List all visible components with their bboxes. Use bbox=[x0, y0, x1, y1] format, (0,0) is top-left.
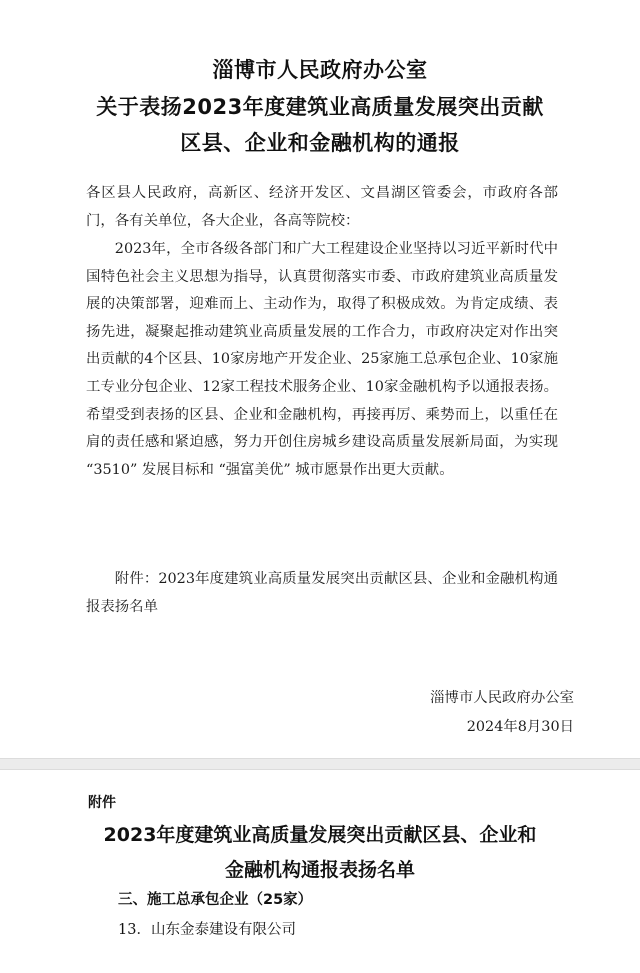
document-title-issuer: 淄博市人民政府办公室 bbox=[212, 58, 428, 82]
attachment-title-line1: 2023年度建筑业高质量发展突出贡献区县、企业和 bbox=[103, 824, 537, 846]
salutation-paragraph: 各区县人民政府，高新区、经济开发区、文昌湖区管委会，市政府各部门，各有关单位，各大企业，各高等院校： bbox=[86, 185, 558, 229]
section-heading: 三、施工总承包企业（25家） bbox=[118, 892, 313, 908]
signature-date: 2024年8月30日 bbox=[466, 719, 574, 735]
list-item: 13．山东金泰建设有限公司 bbox=[118, 922, 296, 938]
attachment-label: 附件 bbox=[88, 795, 116, 811]
attachment-note: 附件：2023年度建筑业高质量发展突出贡献区县、企业和金融机构通报表扬名单 bbox=[86, 571, 558, 615]
document-title-line3: 区县、企业和金融机构的通报 bbox=[180, 131, 460, 155]
body-paragraph: 2023年，全市各级各部门和广大工程建设企业坚持以习近平新时代中国特色社会主义思想为指导，认真贯彻落实市委、市政府建筑业高质量发展的决策部署，迎难而上、主动作为，取得了积极成效。为肯定成绩、表扬先进，凝聚起推动建筑业高质量发展的工作合力，市政府决定对作出突出贡献的4个区县、10家房地产开发企业、25家施工总承包企业、10家施工专业分包企业、12家工程技术服务企业、10家金融机构予以通报表扬。希望受到表扬的区县、企业和金融机构，再接再厉、乘势而上，以重任在肩的责任感和紧迫感，努力开创住房城乡建设高质量发展新局面，为实现 “3510” 发展目标和 “强富美优” 城市愿景作出更大贡献。 bbox=[86, 241, 558, 478]
page-divider bbox=[0, 758, 640, 770]
attachment-page bbox=[0, 770, 640, 973]
attachment-title-line2: 金融机构通报表扬名单 bbox=[224, 859, 415, 881]
signature-organization: 淄博市人民政府办公室 bbox=[430, 690, 574, 706]
document-title-line2: 关于表扬2023年度建筑业高质量发展突出贡献 bbox=[96, 95, 544, 119]
